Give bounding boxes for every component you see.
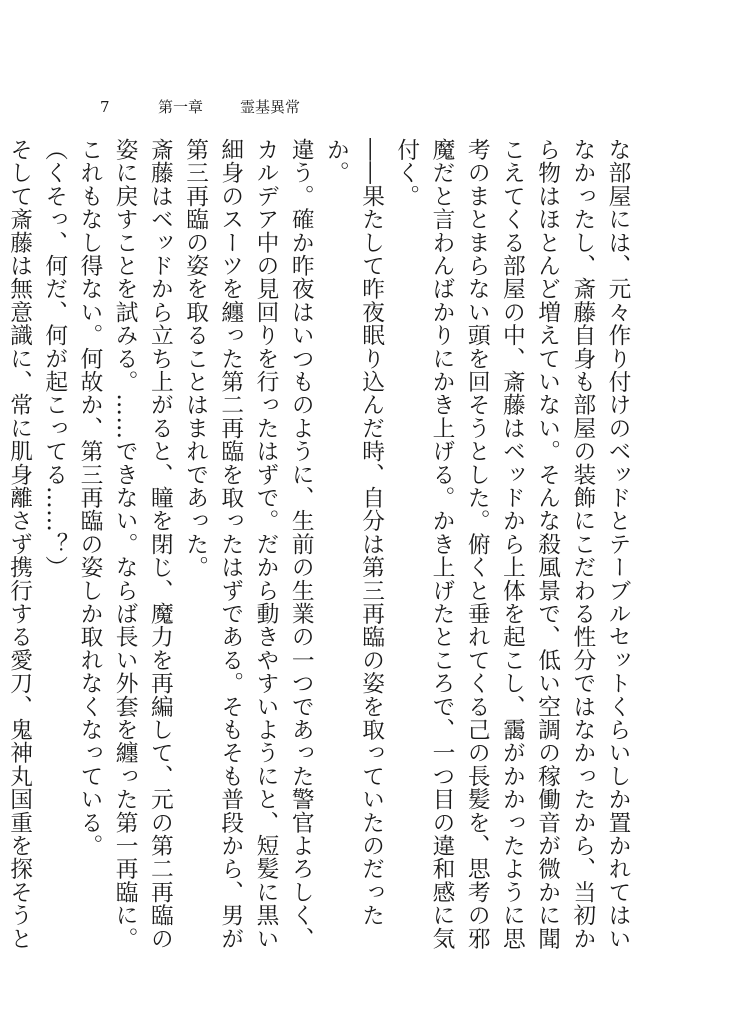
paragraph: な部屋には、元々作り付けのベッドとテーブルセットくらいしか置かれてはいなかったし、斎藤自身も部屋の装飾にこだわる性分ではなかったから、当初から物はほとんど増えていない。そんな殺風景で、低い空調の稼働音が微かに聞こえてくる部屋の中、斎藤はベッドから上体を起こし、靄がかかったように思考のまとまらない頭を回そうとした。俯くと垂れてくる己の長髪を、思考の邪魔だと言わんばかりにかき上げる。かき上げたところで、一つ目の違和感に気付く。 <box>393 138 631 950</box>
chapter-label: 第一章 <box>158 98 204 116</box>
paragraph: 斎藤はベッドから立ち上がると、瞳を閉じ、魔力を再編して、元の第二再臨の姿に戻すことを試みる。……できない。ならば長い外套を纏った第一再臨に。これもなし得ない。何故か、第三再臨の姿しか取れなくなっている。 <box>76 138 174 950</box>
paragraph: そして斎藤は無意識に、常に肌身離さず携行する愛刀、鬼神丸国重を探そうと <box>6 138 33 950</box>
chapter-title: 霊基異常 <box>240 98 301 116</box>
page-number: 7 <box>100 98 110 116</box>
paragraph: 違う。確か昨夜はいつものように、生前の生業の一つであった警官よろしく、カルデア中の見回りを行ったはずで。だから動きやすいようにと、短髪に黒い細身のスーツを纏った第二再臨を取ったはずである。そもそも普段から、男が第三再臨の姿を取ることはまれであった。 <box>182 138 315 950</box>
paragraph: （くそっ、何だ、何が起こってる……？） <box>41 138 68 579</box>
paragraph: ――果たして昨夜眠り込んだ時、自分は第三再臨の姿を取っていたのだったか。 <box>323 138 385 927</box>
body-text <box>6 138 635 956</box>
